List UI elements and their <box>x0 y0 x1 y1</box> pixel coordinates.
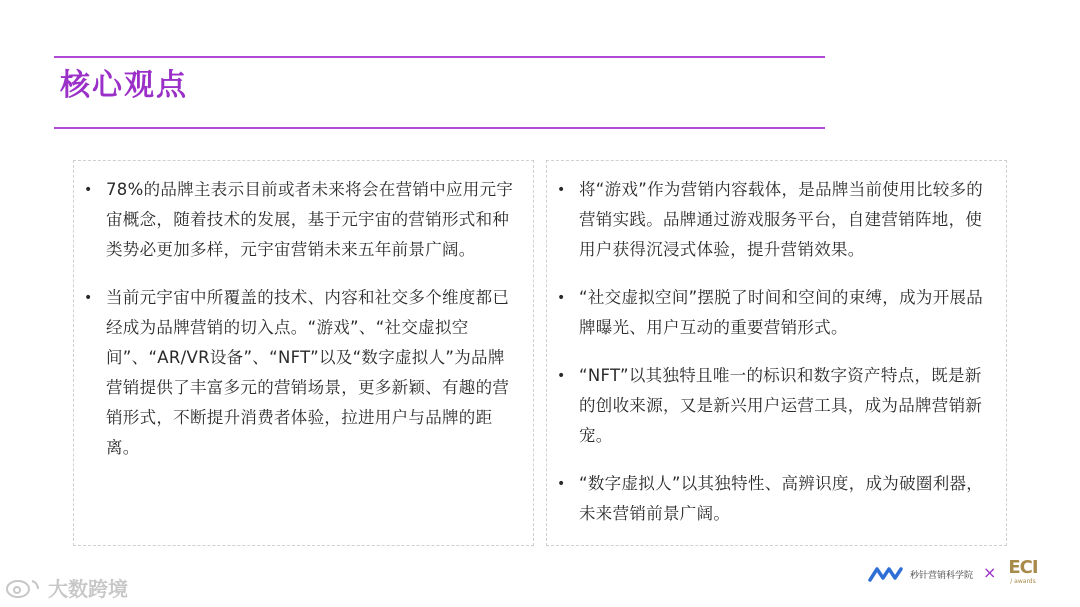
list-item <box>547 283 994 343</box>
page-title: 核心观点 <box>60 68 188 103</box>
bullet-icon: • <box>557 368 566 384</box>
left-bullet-list <box>74 161 533 463</box>
left-panel <box>73 160 534 546</box>
bullet-icon: • <box>84 290 93 306</box>
miaozhen-logo <box>868 563 973 585</box>
times-icon: × <box>983 563 997 582</box>
bullet-icon: • <box>84 182 93 198</box>
list-item <box>74 283 521 463</box>
right-panel <box>546 160 1007 546</box>
miaozhen-logo-icon <box>868 565 904 583</box>
bullet-icon: • <box>557 476 566 492</box>
bullet-text: “社交虚拟空间”摆脱了时间和空间的束缚，成为开展品牌曝光、用户互动的重要营销形式。 <box>579 288 984 337</box>
bullet-text: “数字虚拟人”以其独特性、高辨识度，成为破圈利器，未来营销前景广阔。 <box>579 474 984 523</box>
bullet-text: “NFT”以其独特且唯一的标识和数字资产特点，既是新的创收来源，又是新兴用户运营工具，成为品牌营销新宠。 <box>579 366 983 445</box>
awards-glyph: ECI <box>1008 557 1038 578</box>
bullet-icon: • <box>557 290 566 306</box>
list-item <box>547 469 994 529</box>
watermark-text: 大数跨境 <box>48 576 128 601</box>
header-top-rule <box>54 56 825 58</box>
logo-text: 秒针营销科学院 <box>910 570 974 581</box>
bullet-text: 当前元宇宙中所覆盖的技术、内容和社交多个维度都已经成为品牌营销的切入点。“游戏”、“社交虚拟空间”、“AR/VR设备”、“NFT”以及“数字虚拟人”为品牌营销提供了丰富多元的营销场景，更多新颖、有趣的营销形式，不断提升消费者体验，拉进用户与品牌的距离。 <box>106 288 510 457</box>
right-bullet-list <box>547 161 1006 529</box>
watermark <box>4 572 128 602</box>
list-item <box>547 361 994 451</box>
bullet-text: 将“游戏”作为营销内容载体，是品牌当前使用比较多的营销实践。品牌通过游戏服务平台，自建营销阵地，使用户获得沉浸式体验，提升营销效果。 <box>579 180 984 259</box>
bullet-text: 78%的品牌主表示目前或者未来将会在营销中应用元宇宙概念，随着技术的发展，基于元宇宙的营销形式和种类势必更加多样，元宇宙营销未来五年前景广阔。 <box>106 180 514 259</box>
header-bottom-rule <box>54 127 825 129</box>
eci-awards-logo <box>1006 558 1040 592</box>
awards-sub: / awards <box>1010 578 1036 585</box>
weibo-icon <box>4 575 44 599</box>
bullet-icon: • <box>557 182 566 198</box>
list-item <box>74 175 521 265</box>
list-item <box>547 175 994 265</box>
